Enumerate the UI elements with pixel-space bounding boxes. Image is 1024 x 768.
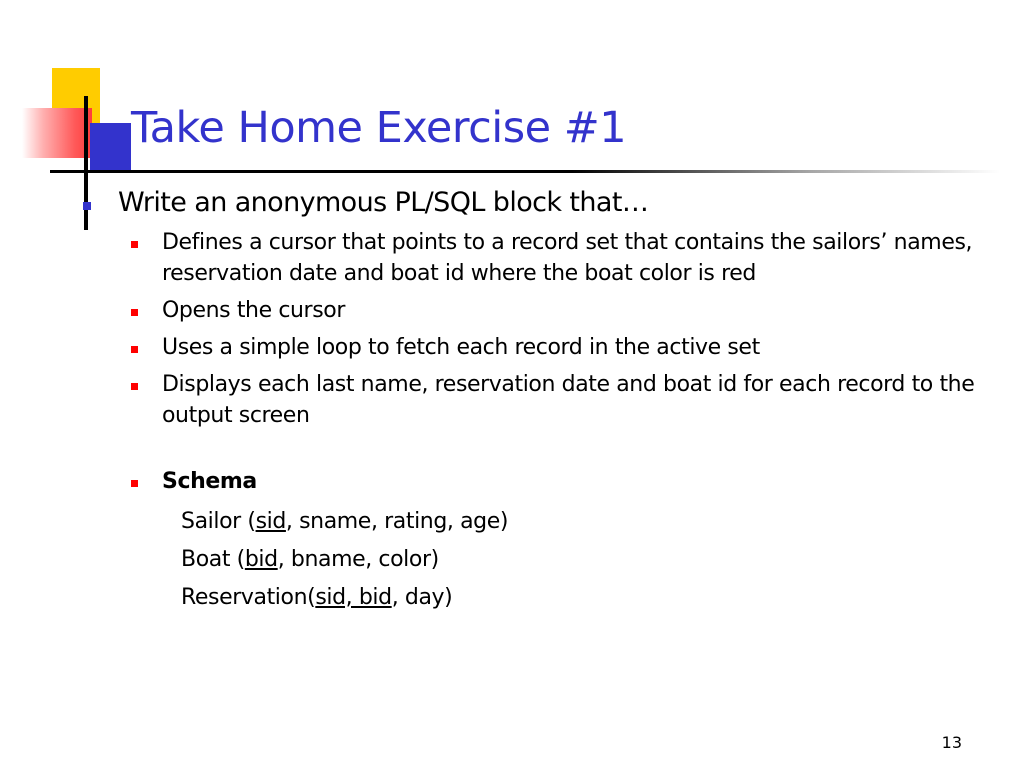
spacer — [80, 437, 980, 466]
schema-heading-item — [80, 466, 980, 497]
sub-bullet-text: Uses a simple loop to fetch each record in the active set — [162, 335, 760, 360]
sub-bullet-text: Opens the cursor — [162, 298, 345, 323]
schema-reservation-rest: , day) — [391, 585, 453, 610]
square-bullet-icon — [131, 241, 138, 248]
sub-bullet-text: Displays each last name, reservation date and boat id for each record to the output screen — [162, 372, 975, 428]
schema-reservation — [80, 579, 980, 617]
square-bullet-icon — [131, 480, 138, 487]
schema-heading: Schema — [162, 469, 257, 494]
schema-boat-prefix: Boat ( — [181, 547, 245, 572]
schema-sailor-key: sid — [255, 509, 286, 534]
page-number: 13 — [941, 733, 962, 752]
main-bullet-item — [80, 183, 980, 223]
slide-title: Take Home Exercise #1 — [131, 103, 627, 153]
sub-bullet-text: Defines a cursor that points to a record set that contains the sailors’ names, reservation date and boat id where the boat color is red — [162, 230, 973, 286]
sub-bullet-item — [80, 295, 980, 326]
schema-reservation-prefix: Reservation( — [181, 585, 316, 610]
schema-sailor-prefix: Sailor ( — [181, 509, 256, 534]
sub-bullet-list — [80, 227, 980, 497]
square-bullet-icon — [131, 309, 138, 316]
main-bullet-text: Write an anonymous PL/SQL block that… — [118, 187, 649, 218]
title-underline — [50, 170, 1000, 173]
square-bullet-icon — [131, 346, 138, 353]
sub-bullet-item — [80, 227, 980, 289]
decorative-red-gradient-block — [22, 108, 92, 158]
square-bullet-icon — [131, 383, 138, 390]
schema-boat — [80, 541, 980, 579]
schema-sailor-rest: , sname, rating, age) — [285, 509, 509, 534]
schema-boat-key: bid — [244, 547, 278, 572]
schema-boat-rest: , bname, color) — [277, 547, 439, 572]
schema-sailor — [80, 503, 980, 541]
sub-bullet-item — [80, 369, 980, 431]
decorative-blue-square — [90, 123, 131, 170]
slide-body — [80, 183, 980, 617]
schema-definitions — [80, 503, 980, 617]
square-bullet-icon — [83, 202, 91, 210]
sub-bullet-item — [80, 332, 980, 363]
schema-reservation-key: sid, bid — [315, 585, 392, 610]
